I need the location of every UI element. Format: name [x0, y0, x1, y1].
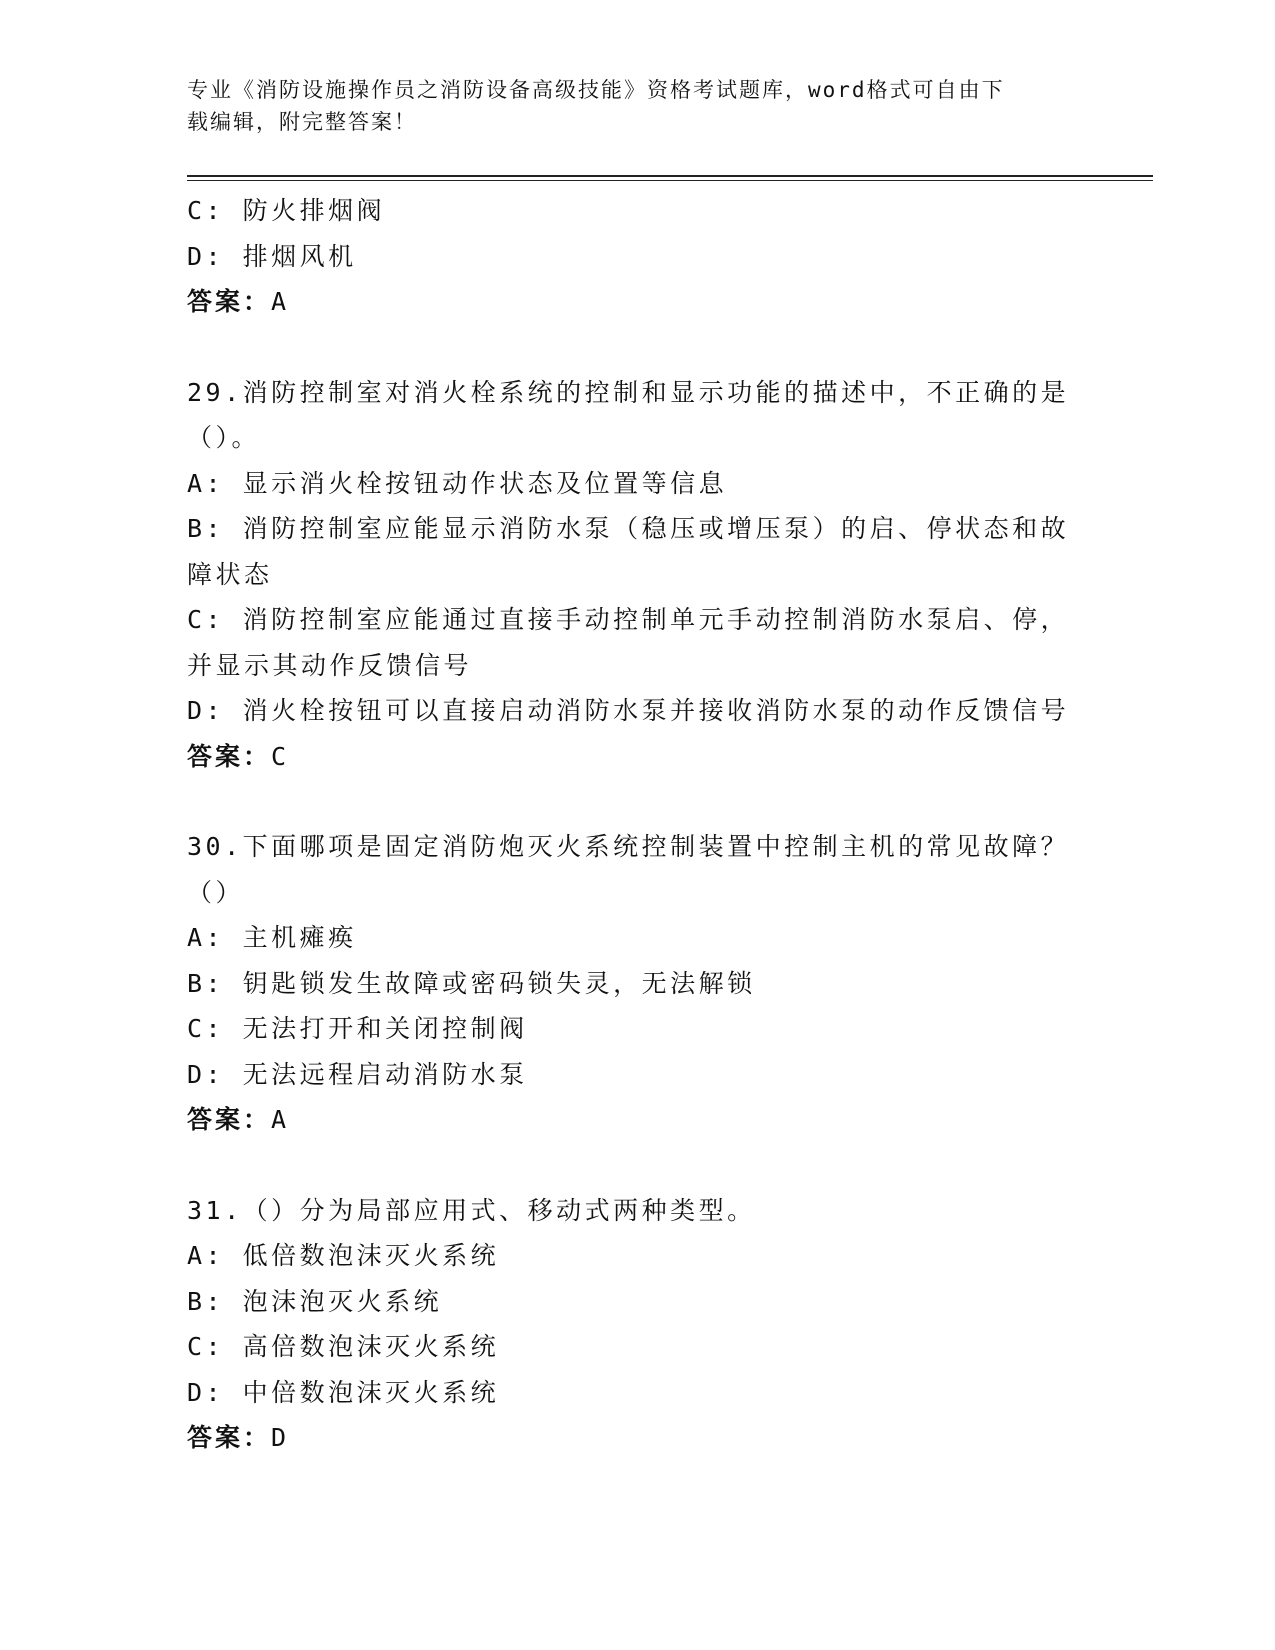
option-d: D: 排烟风机 [187, 241, 357, 271]
option-b: B: 泡沫泡灭火系统 [187, 1286, 443, 1316]
option-b: B: 钥匙锁发生故障或密码锁失灵，无法解锁 [187, 968, 756, 998]
question-31 [187, 1188, 1087, 1461]
option-c-cont: 并显示其动作反馈信号 [187, 650, 473, 680]
option-c: C: 防火排烟阀 [187, 196, 386, 225]
answer-line: 答案：A [187, 287, 289, 316]
header-line-1: 专业《消防设施操作员之消防设备高级技能》资格考试题库，word格式可自由下 [187, 78, 1005, 102]
header-rule-thin [187, 180, 1153, 181]
option-a: A: 显示消火栓按钮动作状态及位置等信息 [187, 468, 728, 498]
option-a: A: 低倍数泡沫灭火系统 [187, 1241, 500, 1270]
option-d: D: 消火栓按钮可以直接启动消防水泵并接收消防水泵的动作反馈信号 [187, 696, 1070, 725]
option-b: B: 消防控制室应能显示消防水泵（稳压或增压泵）的启、停状态和故 [187, 514, 1070, 543]
option-c: C: 无法打开和关闭控制阀 [187, 1014, 528, 1043]
question-stem-cont: （） [187, 877, 245, 907]
option-a: A: 主机瘫痪 [187, 923, 357, 952]
question-stem-cont: （）。 [187, 423, 261, 452]
option-d: D: 无法远程启动消防水泵 [187, 1059, 528, 1089]
option-c: C: 消防控制室应能通过直接手动控制单元手动控制消防水泵启、停， [187, 605, 1070, 634]
continued-question [187, 188, 1087, 325]
document-header [187, 74, 1087, 138]
header-line-2: 载编辑，附完整答案！ [187, 110, 417, 134]
question-30 [187, 824, 1087, 1143]
answer-line: 答案：A [187, 1105, 289, 1134]
question-stem: 30.下面哪项是固定消防炮灭火系统控制装置中控制主机的常见故障？ [187, 832, 1070, 861]
question-stem: 29.消防控制室对消火栓系统的控制和显示功能的描述中，不正确的是 [187, 377, 1070, 407]
question-stem: 31.（）分为局部应用式、移动式两种类型。 [187, 1195, 756, 1225]
header-rule-thick [187, 175, 1153, 177]
option-c: C: 高倍数泡沫灭火系统 [187, 1332, 500, 1361]
answer-line: 答案：D [187, 1423, 289, 1452]
question-list [187, 188, 1087, 1461]
answer-line: 答案：C [187, 741, 289, 771]
option-d: D: 中倍数泡沫灭火系统 [187, 1377, 500, 1407]
question-29 [187, 370, 1087, 780]
option-b-cont: 障状态 [187, 559, 273, 589]
